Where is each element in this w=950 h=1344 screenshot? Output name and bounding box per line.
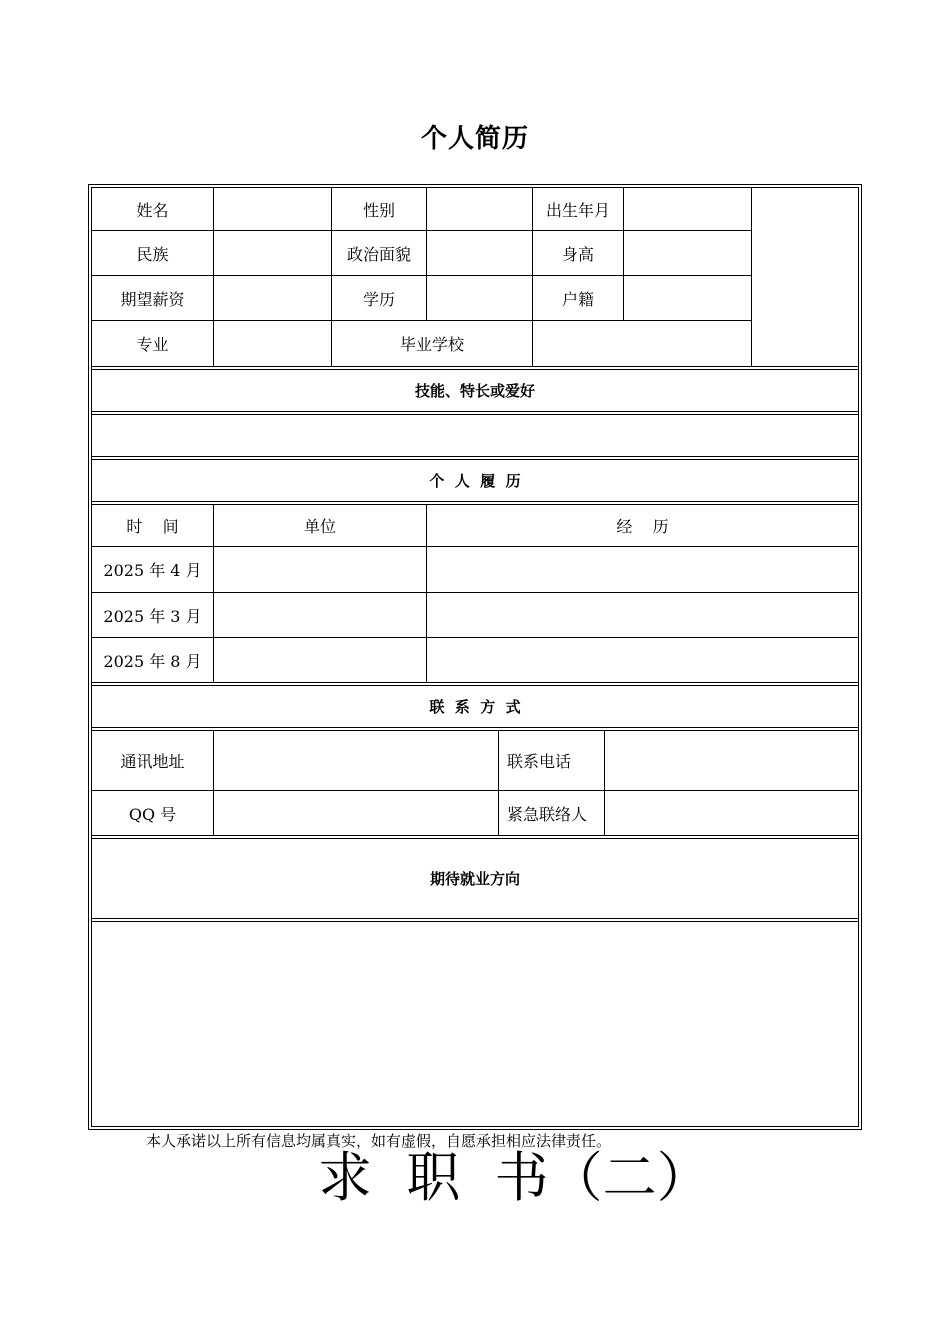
education-field[interactable] <box>427 276 532 320</box>
grid-line <box>92 366 858 367</box>
politics-field[interactable] <box>427 231 532 275</box>
politics-label: 政治面貌 <box>346 244 411 264</box>
name-field[interactable] <box>214 188 331 230</box>
hukou-label: 户籍 <box>561 289 594 309</box>
phone-field[interactable] <box>605 731 858 790</box>
phone-label: 联系电话 <box>507 752 572 771</box>
page-title: 个人简历 <box>420 124 529 154</box>
emergency-field[interactable] <box>605 791 858 835</box>
grid-line <box>92 456 858 457</box>
salary-label: 期望薪资 <box>120 289 185 309</box>
history-col-exp: 经 历 <box>616 517 669 536</box>
expect-heading: 期待就业方向 <box>429 870 520 888</box>
gender-field[interactable] <box>427 188 532 230</box>
pledge-text: 本人承诺以上所有信息均属真实，如有虚假，自愿承担相应法律责任。 <box>146 1132 612 1150</box>
history-row-time: 2025 年 3 月 <box>103 606 202 626</box>
birth-label: 出生年月 <box>545 200 610 220</box>
hukou-field[interactable] <box>624 276 751 320</box>
height-label: 身高 <box>561 244 594 264</box>
grid-line <box>92 501 858 502</box>
height-field[interactable] <box>624 231 751 275</box>
qq-label: QQ 号 <box>128 804 177 824</box>
skills-field[interactable] <box>92 415 858 456</box>
history-row-unit[interactable] <box>214 593 426 637</box>
birth-field[interactable] <box>624 188 751 230</box>
salary-field[interactable] <box>214 276 331 320</box>
grid-line <box>92 727 858 728</box>
footer-title: 求 职 书（二） <box>318 1146 711 1209</box>
history-heading: 个 人 履 历 <box>429 472 521 490</box>
history-row-exp[interactable] <box>427 547 858 592</box>
photo-area[interactable] <box>752 188 858 366</box>
emergency-label: 紧急联络人 <box>507 804 588 824</box>
history-col-time: 时 间 <box>126 517 179 536</box>
major-label: 专业 <box>136 335 169 354</box>
education-label: 学历 <box>362 289 395 309</box>
grid-line <box>92 411 858 412</box>
grid-line <box>92 835 858 836</box>
grid-line <box>92 682 858 683</box>
name-label: 姓名 <box>136 200 169 220</box>
address-field[interactable] <box>214 731 498 790</box>
history-row-unit[interactable] <box>214 638 426 682</box>
skills-heading: 技能、特长或爱好 <box>414 382 535 400</box>
grid-line <box>92 918 858 919</box>
school-label: 毕业学校 <box>399 335 464 354</box>
history-row-exp[interactable] <box>427 638 858 682</box>
expect-field[interactable] <box>92 922 858 1126</box>
history-row-unit[interactable] <box>214 547 426 592</box>
qq-field[interactable] <box>214 791 498 835</box>
history-row-time: 2025 年 4 月 <box>103 561 202 580</box>
contact-heading: 联 系 方 式 <box>429 698 521 716</box>
history-col-unit: 单位 <box>303 517 336 536</box>
history-row-time: 2025 年 8 月 <box>103 651 202 671</box>
ethnicity-field[interactable] <box>214 231 331 275</box>
history-row-exp[interactable] <box>427 593 858 637</box>
address-label: 通讯地址 <box>120 752 185 771</box>
gender-label: 性别 <box>362 200 395 220</box>
school-field[interactable] <box>533 321 751 366</box>
major-field[interactable] <box>214 321 331 366</box>
ethnicity-label: 民族 <box>136 244 169 264</box>
